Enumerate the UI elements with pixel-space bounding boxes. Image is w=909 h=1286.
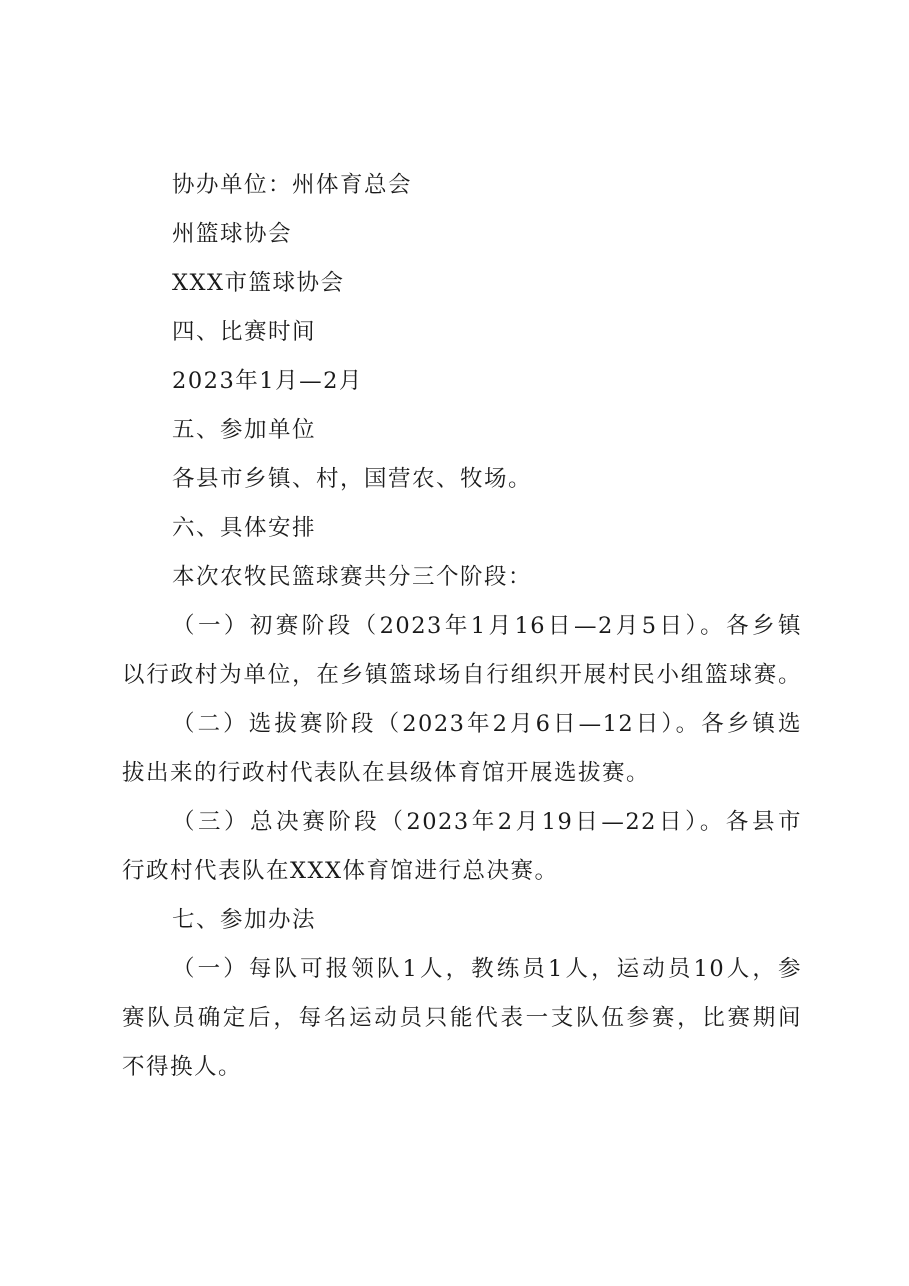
rule-one-line-2: 赛队员确定后，每名运动员只能代表一支队伍参赛，比赛期间 xyxy=(122,1005,802,1031)
rule-one-line-3: 不得换人。 xyxy=(122,1054,243,1080)
rule-one-line-1: （一）每队可报领队1人，教练员1人，运动员10人，参 xyxy=(172,956,802,982)
section-heading-time: 四、比赛时间 xyxy=(172,319,317,345)
stages-intro-line: 本次农牧民篮球赛共分三个阶段： xyxy=(172,564,533,590)
association-line: 州篮球协会 xyxy=(172,221,293,247)
stage-three-line-1: （三）总决赛阶段（2023年2月19日—22日）。各县市 xyxy=(172,809,802,835)
co-organizer-line: 协办单位：州体育总会 xyxy=(172,172,413,198)
section-heading-rules: 七、参加办法 xyxy=(172,907,317,933)
stage-one-line-1: （一）初赛阶段（2023年1月16日—2月5日）。各乡镇 xyxy=(172,613,802,639)
participants-line: 各县市乡镇、村，国营农、牧场。 xyxy=(172,466,533,492)
stage-two-line-1: （二）选拔赛阶段（2023年2月6日—12日）。各乡镇选 xyxy=(172,711,802,737)
city-association-line: XXX市篮球协会 xyxy=(172,270,345,296)
date-range-line: 2023年1月—2月 xyxy=(172,368,363,394)
section-heading-participants: 五、参加单位 xyxy=(172,417,317,443)
stage-two-line-2: 拔出来的行政村代表队在县级体育馆开展选拔赛。 xyxy=(122,760,651,786)
stage-one-line-2: 以行政村为单位，在乡镇篮球场自行组织开展村民小组篮球赛。 xyxy=(122,662,802,688)
section-heading-arrangement: 六、具体安排 xyxy=(172,515,317,541)
stage-three-line-2: 行政村代表队在XXX体育馆进行总决赛。 xyxy=(122,858,559,884)
